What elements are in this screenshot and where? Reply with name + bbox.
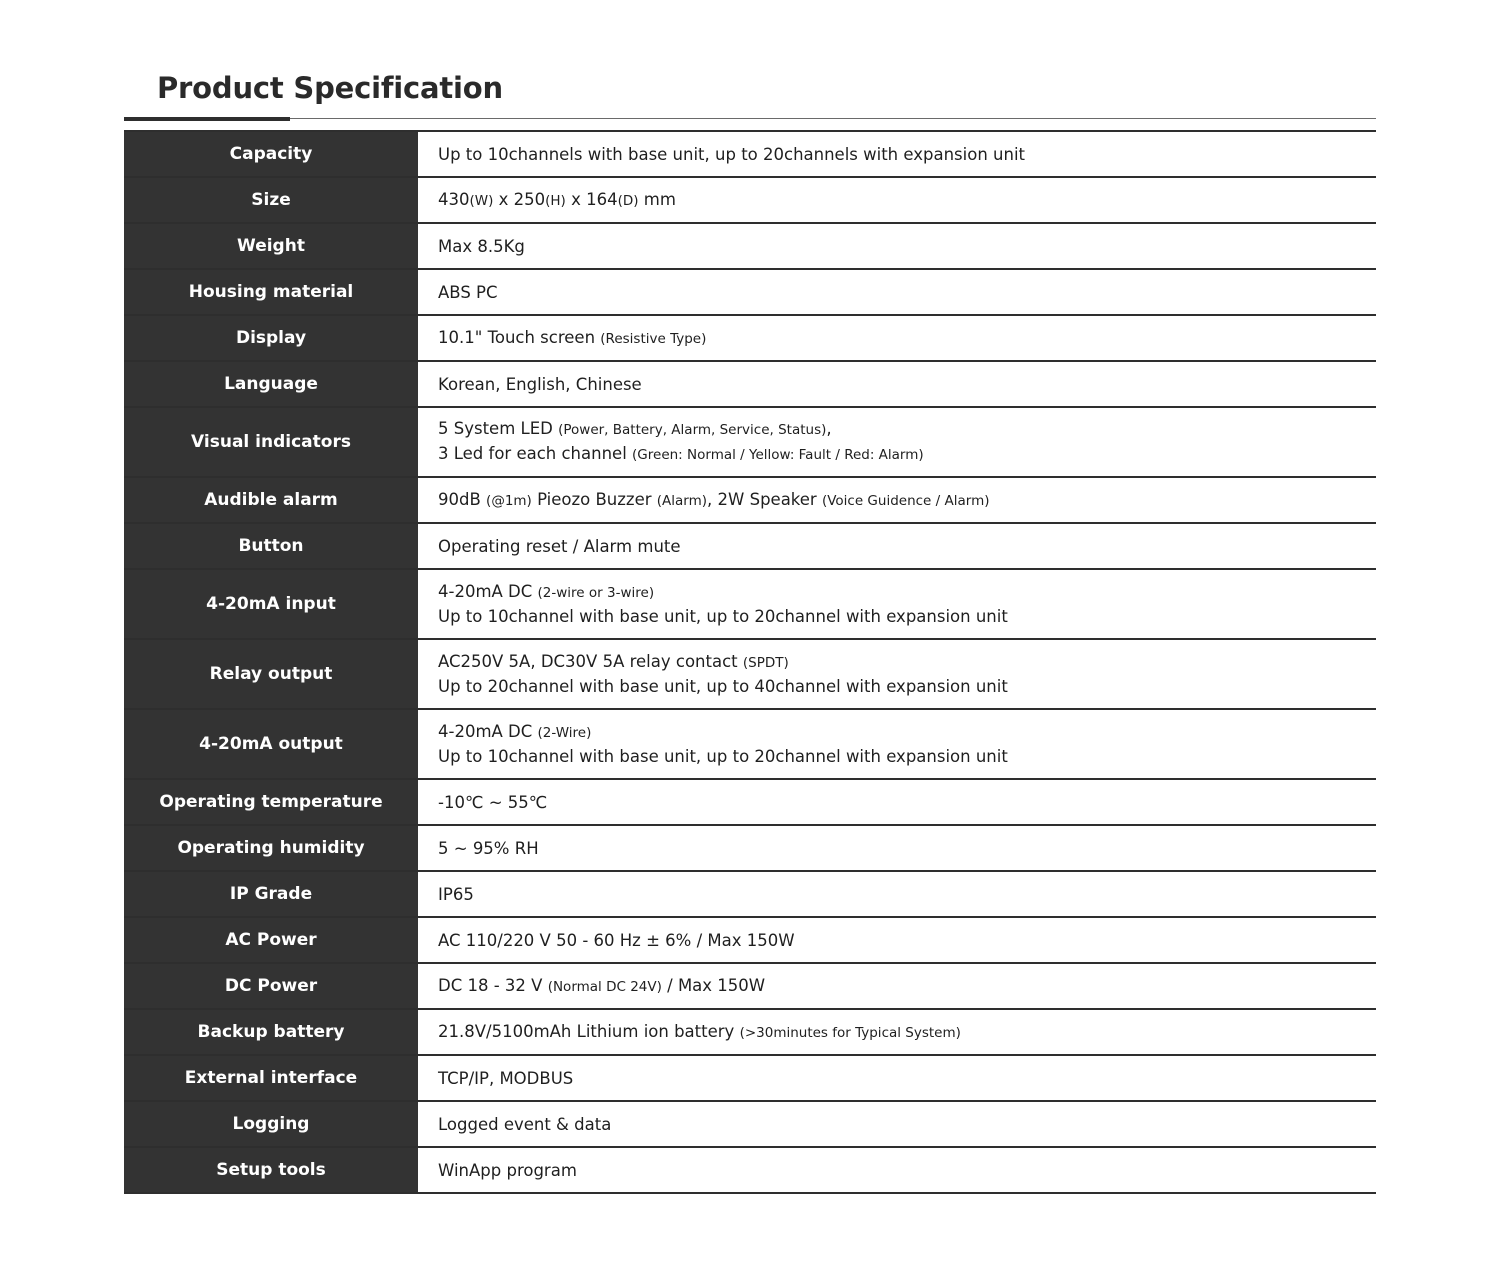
spec-row-capacity <box>124 132 1376 178</box>
spec-value <box>420 478 1376 522</box>
spec-value <box>420 178 1376 222</box>
spec-value-text: , 2W Speaker <box>707 489 822 509</box>
spec-label: Size <box>124 178 420 222</box>
spec-row-language <box>124 362 1376 408</box>
spec-value-note: (H) <box>545 192 566 209</box>
spec-label: Operating humidity <box>124 826 420 870</box>
spec-value <box>420 224 1376 268</box>
spec-value-text: / Max 150W <box>661 975 766 995</box>
spec-value-text: 21.8V/5100mAh Lithium ion battery <box>438 1021 740 1041</box>
spec-value-text: 4-20mA DC <box>438 582 538 601</box>
spec-row-operating-temperature <box>124 780 1376 826</box>
spec-value-line <box>438 373 1376 396</box>
page-title: Product Specification <box>157 71 503 105</box>
spec-value-line <box>438 417 1376 442</box>
spec-value-text: WinApp program <box>438 1160 577 1180</box>
spec-row-dc-power <box>124 964 1376 1010</box>
spec-value-line <box>438 326 1376 351</box>
spec-value <box>420 1010 1376 1054</box>
spec-value-line <box>438 281 1376 304</box>
spec-value-note: (Resistive Type) <box>600 330 707 347</box>
spec-label: Housing material <box>124 270 420 314</box>
spec-value-line <box>438 929 1376 952</box>
spec-value-line <box>438 675 1376 698</box>
spec-value <box>420 918 1376 962</box>
spec-value-note: (2-wire or 3-wire) <box>537 585 655 601</box>
spec-value <box>420 570 1376 638</box>
spec-value-line <box>438 837 1376 860</box>
spec-value-note: (Normal DC 24V) <box>547 978 662 995</box>
spec-value-line <box>438 442 1376 467</box>
spec-value-text: 90dB <box>438 489 487 509</box>
spec-row-4-20ma-input <box>124 570 1376 640</box>
spec-value-line <box>438 488 1376 513</box>
spec-row-housing-material <box>124 270 1376 316</box>
spec-value-note: (Alarm) <box>656 492 708 509</box>
spec-row-ip-grade <box>124 872 1376 918</box>
spec-value-note: (SPDT) <box>742 655 789 671</box>
spec-value <box>420 524 1376 568</box>
spec-value <box>420 362 1376 406</box>
spec-value <box>420 872 1376 916</box>
spec-value-text: , <box>826 419 832 438</box>
spec-row-relay-output <box>124 640 1376 710</box>
spec-label: Audible alarm <box>124 478 420 522</box>
spec-value-text: 5 System LED <box>438 419 559 438</box>
spec-table <box>124 130 1376 1194</box>
spec-value <box>420 316 1376 360</box>
spec-value-text: Up to 20channel with base unit, up to 40channel with expansion unit <box>438 677 1008 696</box>
spec-value-text: x 250 <box>493 189 546 209</box>
spec-value-text: 10.1" Touch screen <box>438 327 601 347</box>
spec-label: Logging <box>124 1102 420 1146</box>
spec-row-visual-indicators <box>124 408 1376 478</box>
spec-value-text: TCP/IP, MODBUS <box>438 1068 574 1088</box>
spec-value <box>420 1102 1376 1146</box>
spec-value-line <box>438 1020 1376 1045</box>
spec-row-audible-alarm <box>124 478 1376 524</box>
spec-value <box>420 780 1376 824</box>
title-accent-bar <box>124 117 290 121</box>
spec-value-text: Operating reset / Alarm mute <box>438 536 681 556</box>
spec-value-line <box>438 974 1376 999</box>
spec-row-size <box>124 178 1376 224</box>
spec-value-line <box>438 1159 1376 1182</box>
spec-value-note: (Voice Guidence / Alarm) <box>821 492 990 509</box>
spec-label: 4-20mA input <box>124 570 420 638</box>
spec-value <box>420 964 1376 1008</box>
spec-value-text: 430 <box>438 189 470 209</box>
spec-value-line <box>438 143 1376 166</box>
spec-value <box>420 408 1376 476</box>
spec-value-text: 5 ~ 95% RH <box>438 838 539 858</box>
spec-value <box>420 710 1376 778</box>
spec-value-text: mm <box>638 189 676 209</box>
spec-value-text: DC 18 - 32 V <box>438 975 548 995</box>
spec-row-weight <box>124 224 1376 270</box>
spec-value-text: Up to 10channel with base unit, up to 20channel with expansion unit <box>438 607 1008 626</box>
spec-row-ac-power <box>124 918 1376 964</box>
spec-label: AC Power <box>124 918 420 962</box>
spec-value-note: (>30minutes for Typical System) <box>739 1024 961 1041</box>
spec-value <box>420 1148 1376 1192</box>
spec-value-line <box>438 188 1376 213</box>
spec-value-line <box>438 1113 1376 1136</box>
spec-value <box>420 1056 1376 1100</box>
spec-value <box>420 826 1376 870</box>
spec-value <box>420 132 1376 176</box>
spec-label: Weight <box>124 224 420 268</box>
spec-label: Button <box>124 524 420 568</box>
spec-value-text: Up to 10channel with base unit, up to 20channel with expansion unit <box>438 747 1008 766</box>
spec-value-text: Pieozo Buzzer <box>531 489 657 509</box>
spec-value-line <box>438 650 1376 675</box>
spec-value-text: IP65 <box>438 884 474 904</box>
spec-label: Backup battery <box>124 1010 420 1054</box>
spec-label: DC Power <box>124 964 420 1008</box>
spec-label: Operating temperature <box>124 780 420 824</box>
spec-value-note: (Green: Normal / Yellow: Fault / Red: Alarm) <box>632 447 924 463</box>
spec-label: Capacity <box>124 132 420 176</box>
spec-value-text: Up to 10channels with base unit, up to 20channels with expansion unit <box>438 144 1025 164</box>
spec-value <box>420 270 1376 314</box>
spec-row-external-interface <box>124 1056 1376 1102</box>
spec-value-line <box>438 883 1376 906</box>
spec-value-text: AC250V 5A, DC30V 5A relay contact <box>438 652 743 671</box>
spec-value-note: (Power, Battery, Alarm, Service, Status) <box>558 422 827 438</box>
spec-value-note: (@1m) <box>486 492 532 509</box>
spec-value-note: (D) <box>617 192 639 209</box>
spec-row-setup-tools <box>124 1148 1376 1194</box>
spec-row-4-20ma-output <box>124 710 1376 780</box>
spec-value-text: 4-20mA DC <box>438 722 538 741</box>
spec-value-text: x 164 <box>565 189 618 209</box>
spec-value-line <box>438 1067 1376 1090</box>
spec-value-text: -10℃ ~ 55℃ <box>438 792 548 812</box>
spec-label: IP Grade <box>124 872 420 916</box>
spec-row-logging <box>124 1102 1376 1148</box>
title-divider <box>124 118 1376 119</box>
spec-row-button <box>124 524 1376 570</box>
spec-value-line <box>438 791 1376 814</box>
spec-value-line <box>438 535 1376 558</box>
spec-value-line <box>438 605 1376 628</box>
spec-label: 4-20mA output <box>124 710 420 778</box>
spec-value-text: Max 8.5Kg <box>438 236 525 256</box>
spec-value-note: (2-Wire) <box>537 725 592 741</box>
spec-value-text: Korean, English, Chinese <box>438 374 642 394</box>
spec-label: Relay output <box>124 640 420 708</box>
spec-label: Display <box>124 316 420 360</box>
spec-value-text: AC 110/220 V 50 - 60 Hz ± 6% / Max 150W <box>438 930 795 950</box>
spec-label: External interface <box>124 1056 420 1100</box>
spec-label: Visual indicators <box>124 408 420 476</box>
spec-value-line <box>438 235 1376 258</box>
spec-row-operating-humidity <box>124 826 1376 872</box>
spec-value-text: ABS PC <box>438 282 498 302</box>
spec-row-backup-battery <box>124 1010 1376 1056</box>
spec-value-line <box>438 745 1376 768</box>
spec-value-text: 3 Led for each channel <box>438 444 633 463</box>
spec-value-line <box>438 580 1376 605</box>
spec-value-text: Logged event & data <box>438 1114 612 1134</box>
spec-label: Setup tools <box>124 1148 420 1192</box>
spec-value-note: (W) <box>469 192 494 209</box>
spec-value <box>420 640 1376 708</box>
spec-row-display <box>124 316 1376 362</box>
spec-value-line <box>438 720 1376 745</box>
spec-label: Language <box>124 362 420 406</box>
